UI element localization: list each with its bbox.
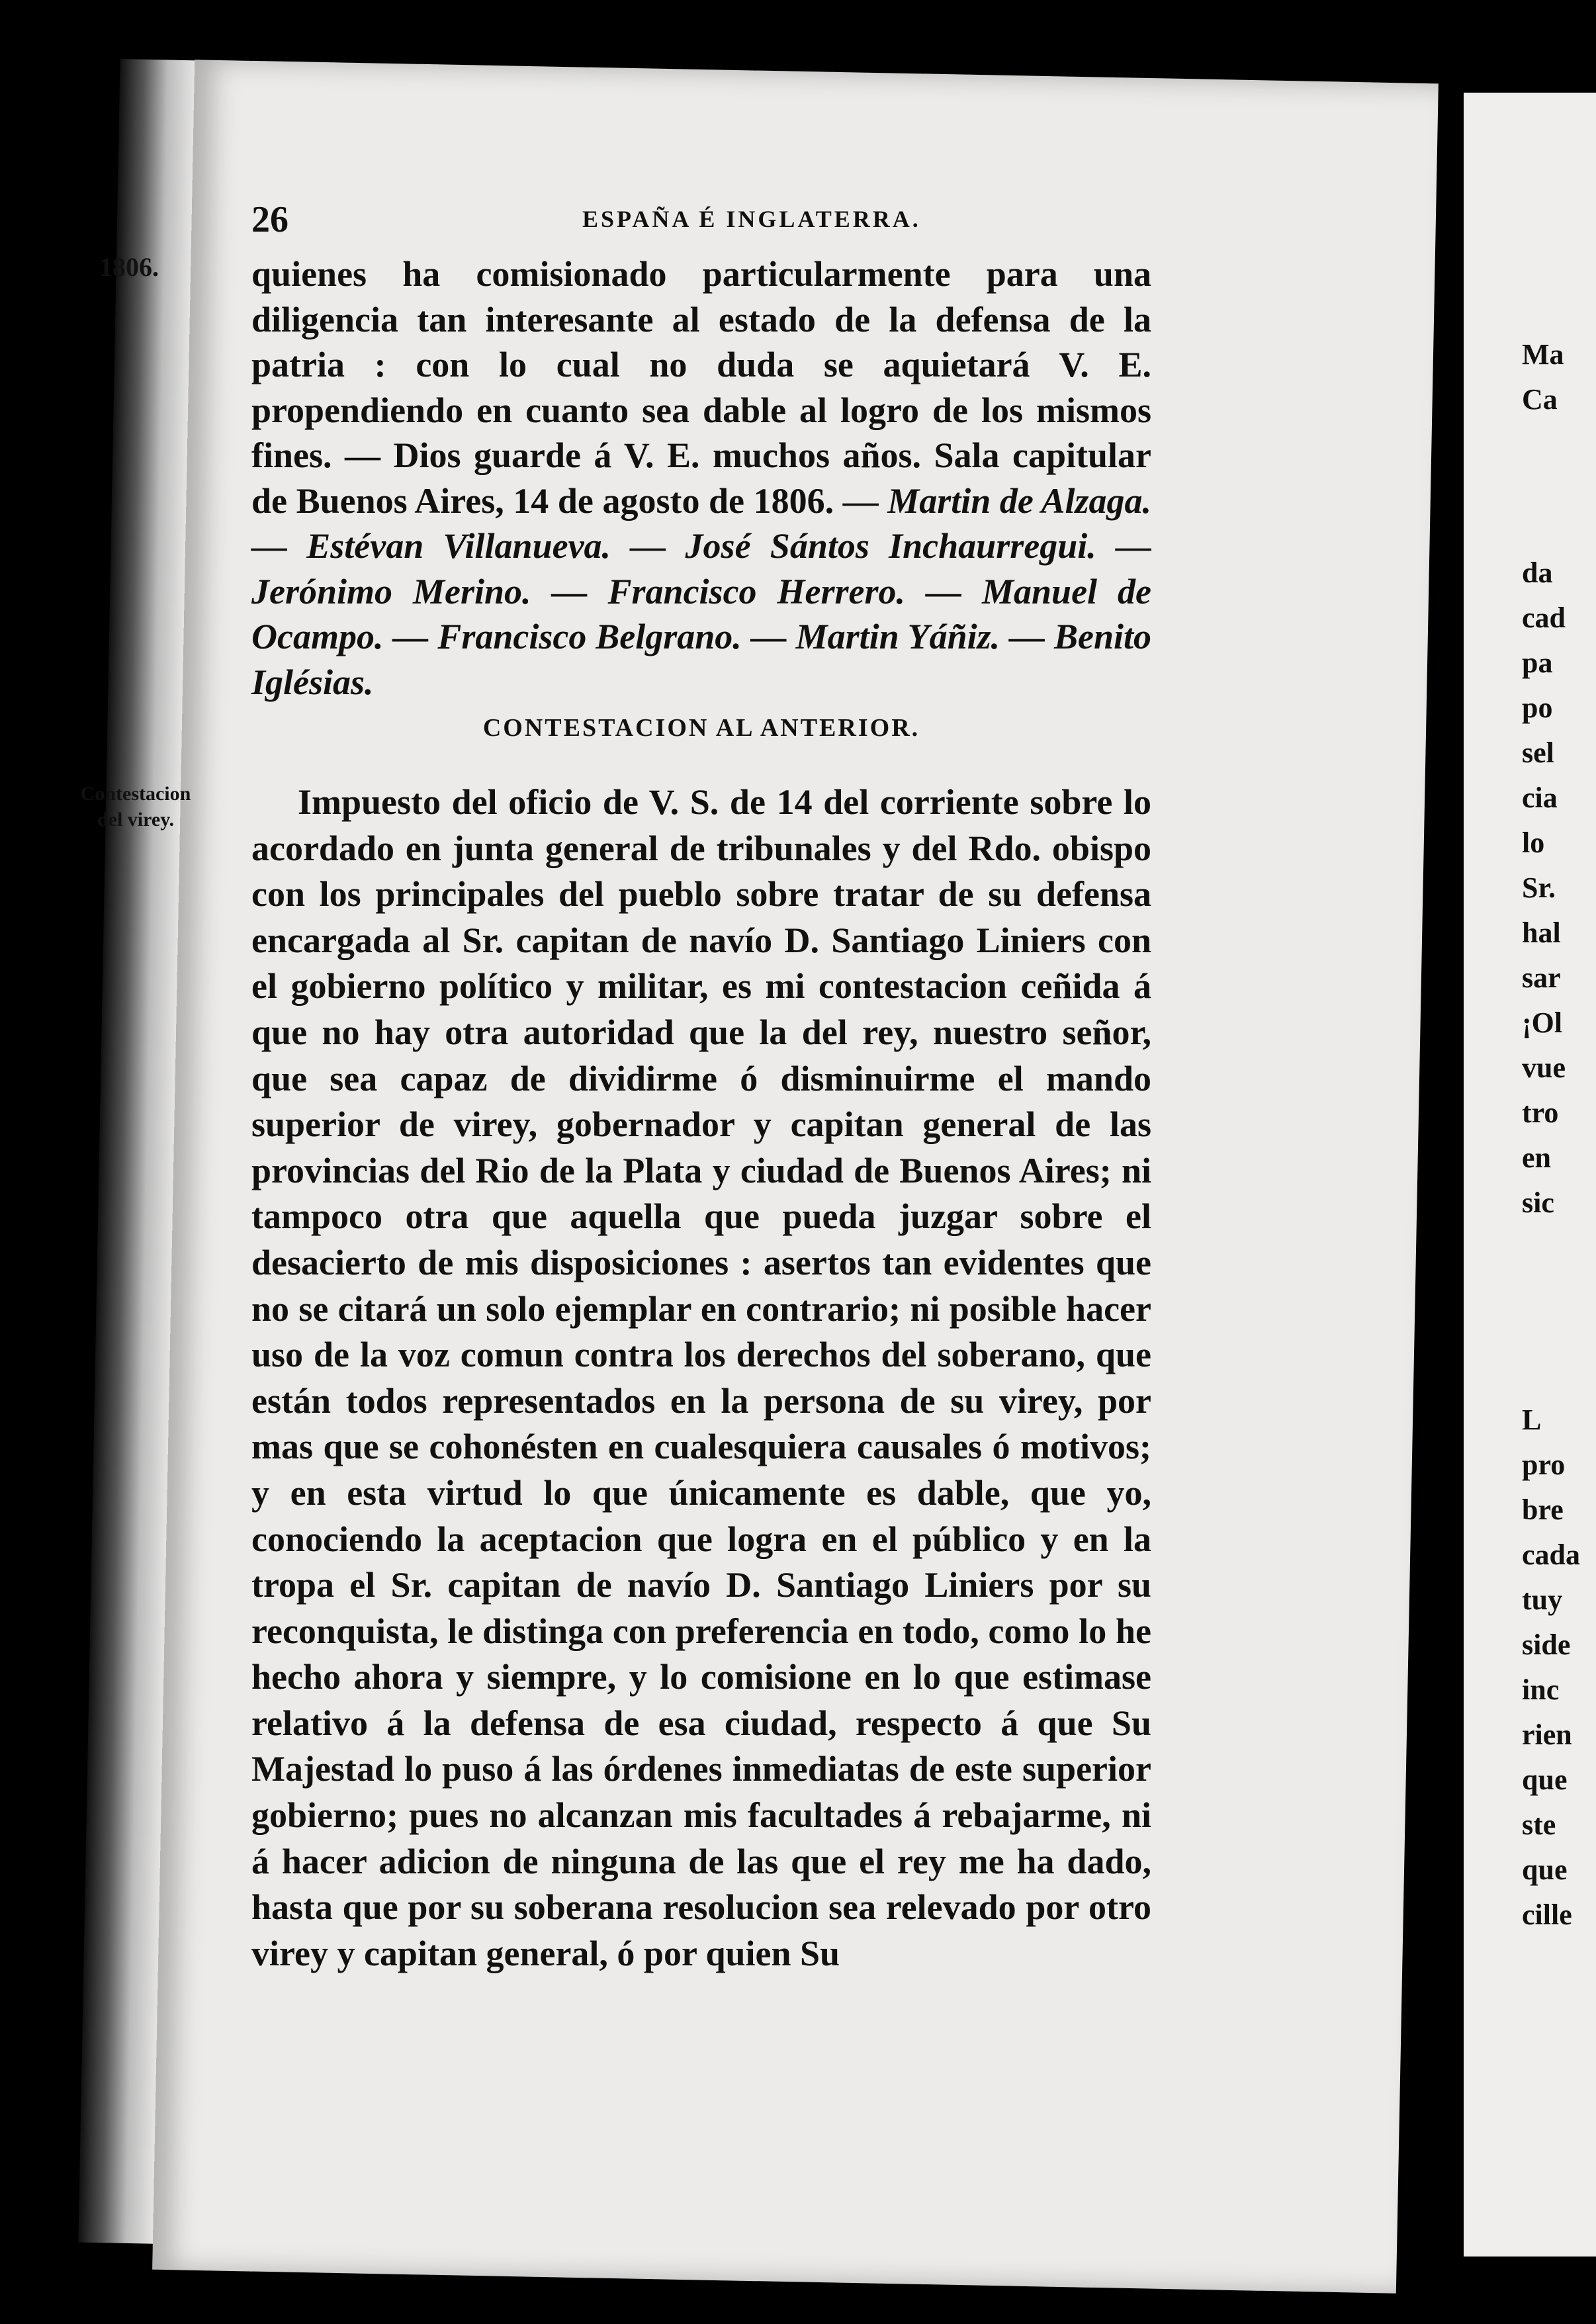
facing-fragment: po bbox=[1522, 692, 1553, 724]
facing-fragment: que bbox=[1522, 1764, 1568, 1796]
facing-fragment: L bbox=[1522, 1404, 1542, 1436]
margin-note bbox=[53, 781, 218, 832]
facing-fragment: Ca bbox=[1522, 383, 1558, 416]
facing-fragment: sic bbox=[1522, 1186, 1554, 1219]
facing-fragment: cada bbox=[1522, 1539, 1580, 1571]
facing-fragment: lo bbox=[1522, 827, 1545, 859]
facing-fragment: da bbox=[1522, 557, 1553, 589]
reply-paragraph: Impuesto del oficio de V. S. de 14 del corriente sobre lo acordado en junta general de tribunales y del Rdo. obispo con los principales del pueblo sobre tratar de su defensa encargada al Sr. capitan de navío D. Santiago Liniers con el gobierno político y militar, es mi contestacion ceñida á que no hay otra autoridad que la del rey, nuestro señor, que sea capaz de dividirme ó disminuirme el mando superior de virey, gobernador y capitan general de las provincias del Rio de la Plata y ciudad de Buenos Aires; ni tampoco otra que aquella que pueda juzgar sobre el desacierto de mis disposiciones : asertos tan evidentes que no se citará un solo ejemplar en contrario; ni posible hacer uso de la voz comun contra los derechos del soberano, que están todos representados en la persona de su virey, por mas que se cohonésten en cualesquiera causales ó motivos; y en esta virtud lo que únicamente es dable, que yo, conociendo la aceptacion que logra en el público y en la tropa el Sr. capitan de navío D. Santiago Liniers por su reconquista, le distinga con preferencia en todo, como lo he hecho ahora y siempre, y lo comisione en lo que estimase relativo á la defensa de esa ciudad, respecto á que Su Majestad lo puso á las órdenes inmediatas de este superior gobierno; pues no alcanzan mis facultades á rebajarme, ni á hacer adicion de ninguna de las que el rey me ha dado, hasta que por su soberana resolucion sea relevado por otro virey y capitan general, ó por quien Su bbox=[251, 782, 1151, 1973]
section-title: CONTESTACION AL ANTERIOR. bbox=[482, 714, 920, 742]
facing-fragment: sar bbox=[1522, 961, 1561, 994]
margin-note-line: del virey. bbox=[97, 809, 175, 830]
facing-fragment: pa bbox=[1522, 647, 1553, 679]
facing-fragment: bre bbox=[1522, 1494, 1564, 1526]
margin-year: 1806. bbox=[99, 252, 159, 282]
paragraph-text: quienes ha comisionado particularmente para una diligencia tan interesante al estado de la defensa de la patria : con lo cual no duda se aquietará V. E. propendiendo en cuanto sea dable al logro de los mismos fines. — Dios guarde á V. E. muchos años. Sala capitular de Buenos Aires, 14 de agosto de 1806. — bbox=[251, 254, 1151, 521]
facing-fragment: Sr. bbox=[1522, 871, 1556, 904]
facing-fragment: inc bbox=[1522, 1674, 1560, 1706]
letter-closing-paragraph bbox=[251, 251, 1151, 705]
facing-fragment: ste bbox=[1522, 1809, 1556, 1841]
facing-fragment: que bbox=[1522, 1854, 1568, 1886]
facing-fragment: Ma bbox=[1522, 338, 1564, 371]
facing-fragment: ¡Ol bbox=[1522, 1006, 1563, 1039]
margin-note-line: Contestacion bbox=[80, 783, 191, 805]
facing-fragment: side bbox=[1522, 1629, 1571, 1661]
facing-fragment: rien bbox=[1522, 1719, 1572, 1751]
facing-fragment: cad bbox=[1522, 602, 1566, 634]
running-title: ESPAÑA É INGLATERRA. bbox=[582, 206, 921, 232]
facing-fragment: cia bbox=[1522, 782, 1558, 814]
facing-fragment: pro bbox=[1522, 1449, 1566, 1481]
facing-fragment: tro bbox=[1522, 1096, 1559, 1129]
facing-fragment: vue bbox=[1522, 1051, 1566, 1084]
facing-fragment: tuy bbox=[1522, 1584, 1563, 1616]
facing-page-edge bbox=[1464, 93, 1596, 2257]
page-header bbox=[251, 199, 1412, 251]
facing-fragment: hal bbox=[1522, 916, 1561, 949]
facing-fragment: cille bbox=[1522, 1899, 1572, 1931]
facing-fragment: sel bbox=[1522, 737, 1554, 769]
page-number: 26 bbox=[251, 199, 288, 240]
facing-fragment: en bbox=[1522, 1141, 1551, 1174]
signatories: Martin de Alzaga. — Estévan Villanueva. — José Sántos Inchaurregui. — Jerónimo Merino. — Francisco Herrero. — Manuel de Ocampo. — Francisco Belgrano. — Martin Yáñiz. — Benito Iglésias. bbox=[251, 480, 1151, 702]
